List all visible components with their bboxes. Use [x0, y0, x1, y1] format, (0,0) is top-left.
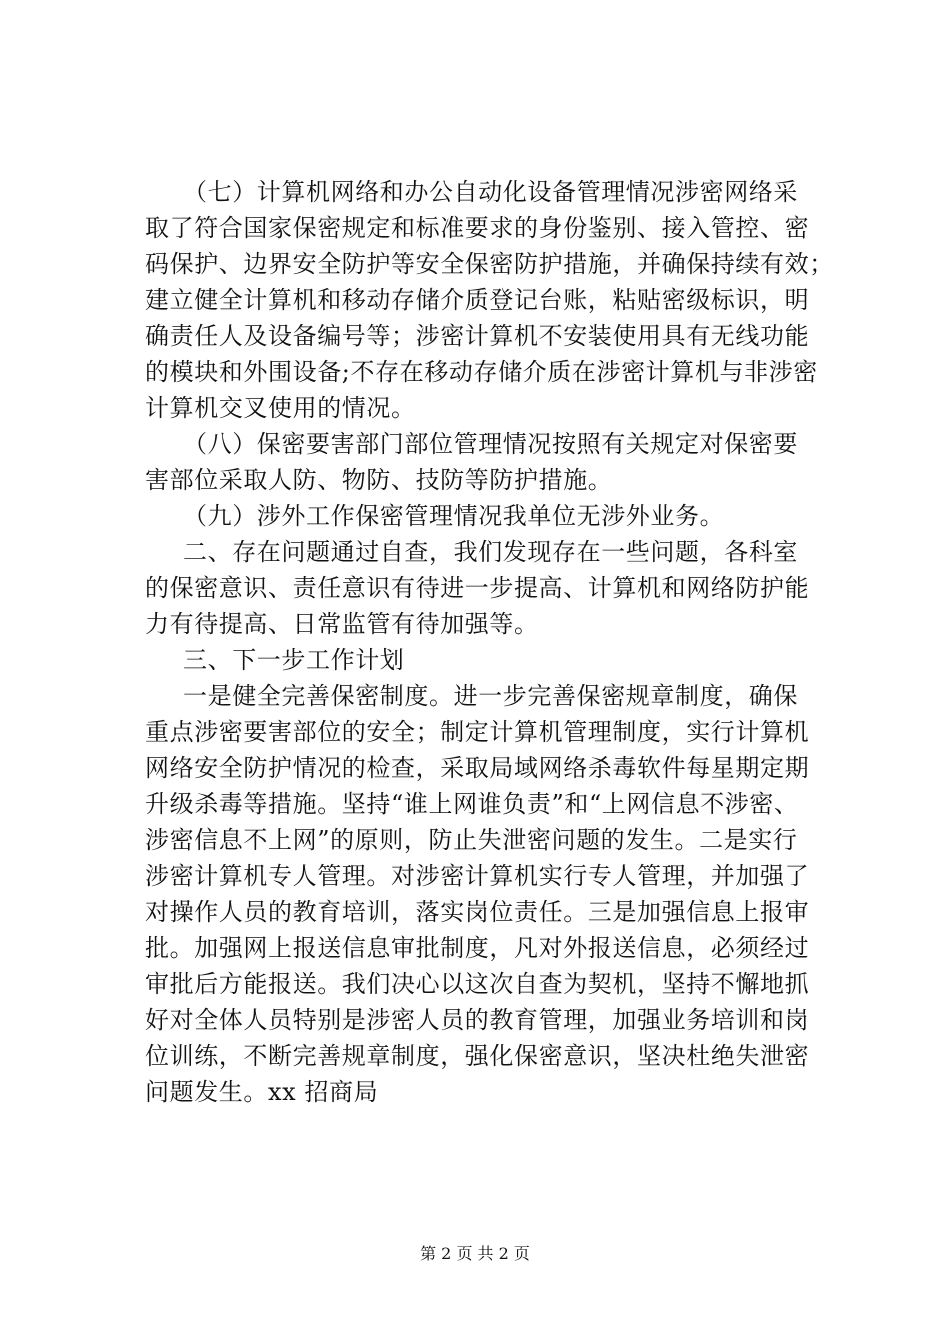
section-3-line-4: 升级杀毒等措施。坚持“谁上网谁负责”和“上网信息不涉密、	[145, 790, 799, 818]
section-3-line-9: 审批后方能报送。我们决心以这次自查为契机，坚持不懈地抓	[145, 970, 810, 998]
section-3-line-6: 涉密计算机专人管理。对涉密计算机实行专人管理，并加强了	[145, 862, 810, 890]
section-3-line-2: 重点涉密要害部位的安全；制定计算机管理制度，实行计算机	[145, 718, 810, 746]
paragraph-7-line-6: 的模块和外围设备;不存在移动存储介质在涉密计算机与非涉密	[145, 358, 818, 386]
paragraph-8-line-1: （八）保密要害部门部位管理情况按照有关规定对保密要	[183, 430, 798, 458]
section-3-line-5: 涉密信息不上网”的原则，防止失泄密问题的发生。二是实行	[145, 826, 798, 854]
paragraph-8-line-2: 害部位采取人防、物防、技防等防护措施。	[145, 466, 613, 494]
section-3-line-12: 问题发生。xx 招商局	[145, 1078, 379, 1106]
section-2-line-3: 力有待提高、日常监管有待加强等。	[145, 610, 539, 638]
paragraph-7-line-4: 建立健全计算机和移动存储介质登记台账，粘贴密级标识，明	[145, 286, 810, 314]
document-body	[145, 174, 835, 1110]
section-3-line-11: 位训练，不断完善规章制度，强化保密意识，坚决杜绝失泄密	[145, 1042, 810, 1070]
section-2-line-2: 的保密意识、责任意识有待进一步提高、计算机和网络防护能	[145, 574, 810, 602]
paragraph-9-line-1: （九）涉外工作保密管理情况我单位无涉外业务。	[183, 502, 725, 530]
paragraph-7-line-2: 取了符合国家保密规定和标准要求的身份鉴别、接入管控、密	[145, 214, 810, 242]
paragraph-7-line-7: 计算机交叉使用的情况。	[145, 394, 416, 422]
section-3-line-1: 一是健全完善保密制度。进一步完善保密规章制度，确保	[183, 682, 798, 710]
paragraph-7-line-3: 码保护、边界安全防护等安全保密防护措施，并确保持续有效；	[145, 250, 834, 278]
section-3-line-7: 对操作人员的教育培训，落实岗位责任。三是加强信息上报审	[145, 898, 810, 926]
paragraph-7-line-1: （七）计算机网络和办公自动化设备管理情况涉密网络采	[183, 178, 798, 206]
section-2-line-1: 二、存在问题通过自查，我们发现存在一些问题，各科室	[183, 538, 798, 566]
section-3-line-8: 批。加强网上报送信息审批制度，凡对外报送信息，必须经过	[145, 934, 810, 962]
section-3-heading: 三、下一步工作计划	[183, 646, 405, 674]
page-number-footer: 第 2 页 共 2 页	[420, 1244, 530, 1263]
section-3-line-10: 好对全体人员特别是涉密人员的教育管理，加强业务培训和岗	[145, 1006, 810, 1034]
paragraph-7-line-5: 确责任人及设备编号等；涉密计算机不安装使用具有无线功能	[145, 322, 810, 350]
section-3-line-3: 网络安全防护情况的检查，采取局域网络杀毒软件每星期定期	[145, 754, 810, 782]
